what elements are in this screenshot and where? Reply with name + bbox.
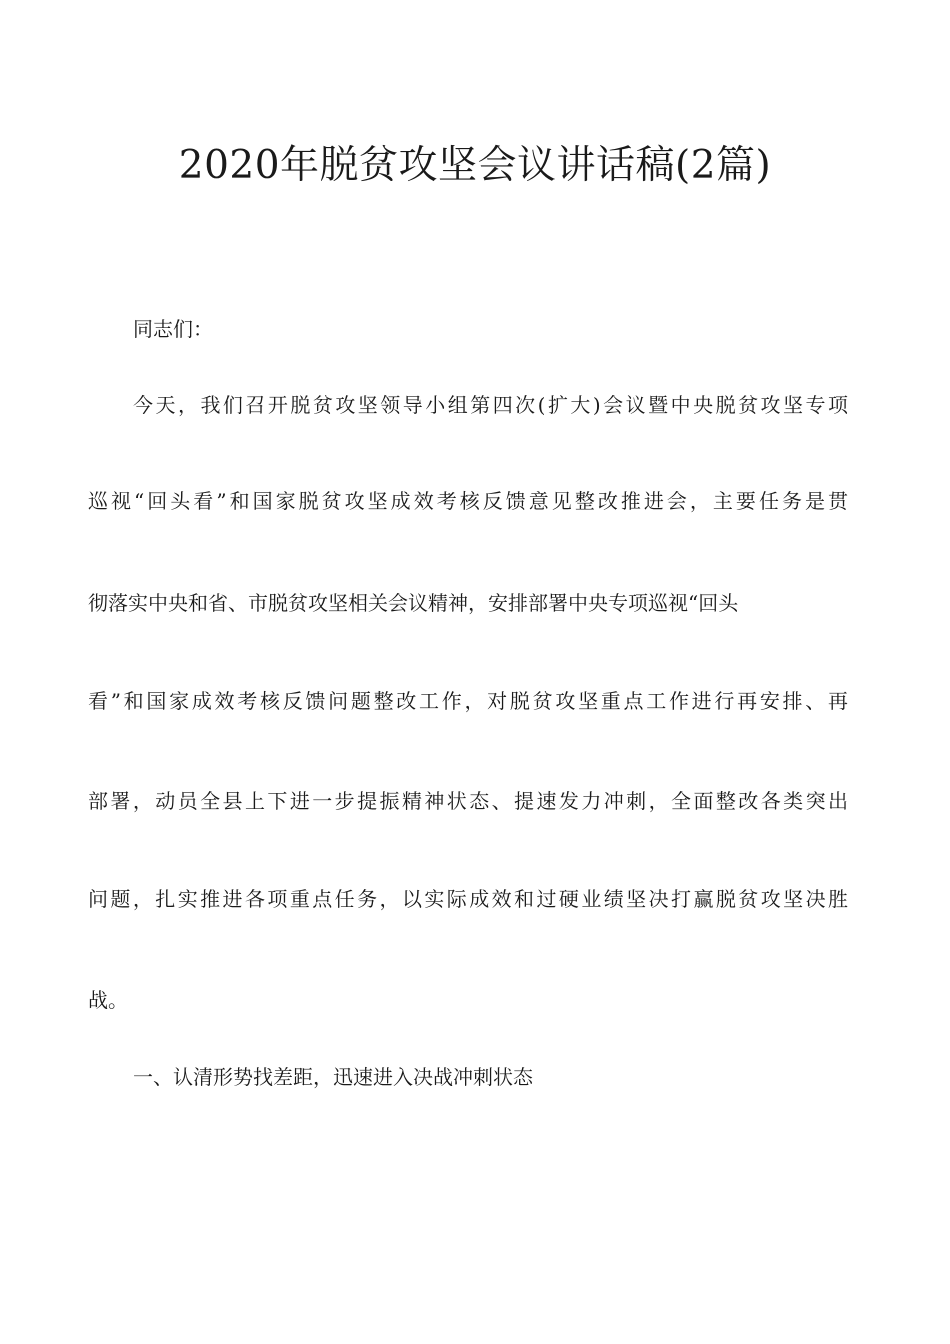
paragraph-line: 问题，扎实推进各项重点任务，以实际成效和过硬业绩坚决打赢脱贫攻坚决胜	[88, 887, 848, 911]
paragraph-line: 彻落实中央和省、市脱贫攻坚相关会议精神，安排部署中央专项巡视“回头	[88, 591, 739, 615]
paragraph-line: 部署，动员全县上下进一步提振精神状态、提速发力冲刺，全面整改各类突出	[88, 789, 848, 813]
section-heading: 一、认清形势找差距，迅速进入决战冲刺状态	[133, 1065, 533, 1089]
paragraph-line: 今天，我们召开脱贫攻坚领导小组第四次(扩大)会议暨中央脱贫攻坚专项	[133, 393, 848, 417]
salutation: 同志们：	[133, 317, 213, 341]
document-title: 2020年脱贫攻坚会议讲话稿(2篇)	[178, 143, 772, 188]
paragraph-line: 看”和国家成效考核反馈问题整改工作，对脱贫攻坚重点工作进行再安排、再	[88, 689, 848, 713]
paragraph-line: 战。	[88, 988, 128, 1012]
paragraph-line: 巡视“回头看”和国家脱贫攻坚成效考核反馈意见整改推进会，主要任务是贯	[88, 489, 848, 513]
